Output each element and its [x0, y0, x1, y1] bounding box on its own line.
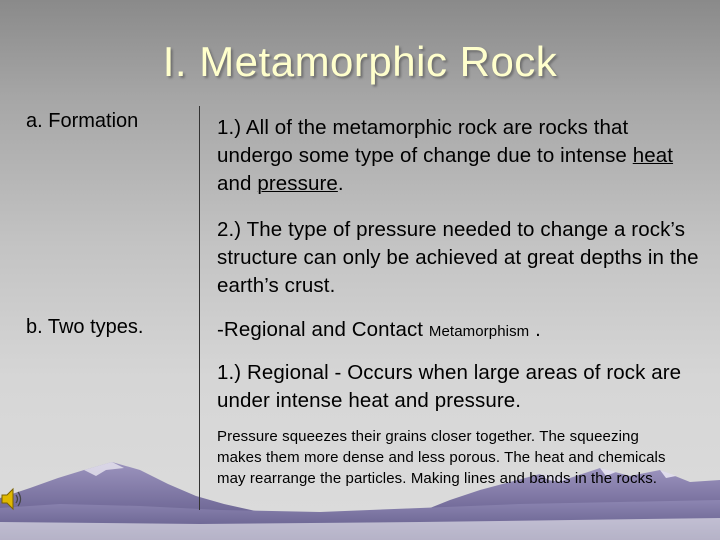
point-1-joiner: and: [217, 172, 258, 195]
speaker-icon[interactable]: [0, 486, 22, 512]
point-2: 2.) The type of pressure needed to change a rock’s structure can only be achieved at great depths in the earth’s crust.: [217, 218, 699, 297]
types-small: Metamorphism: [428, 323, 530, 340]
point-1-end: .: [337, 172, 344, 195]
formation-label: a. Formation: [26, 110, 139, 132]
two-types-label: b. Two types.: [26, 316, 144, 338]
point-1: [217, 114, 707, 198]
heat-term: heat: [632, 144, 674, 167]
types-main: -Regional and Contact: [217, 318, 429, 341]
regional-point: 1.) Regional - Occurs when large areas of rock are under intense heat and pressure.: [217, 361, 682, 412]
regional-detail: Pressure squeezes their grains closer together. The squeezing makes them more dense and less porous. The heat and chemicals may rearrange the particles. Making lines and bands in the rocks.: [217, 428, 666, 487]
pressure-term: pressure: [257, 172, 338, 195]
point-1-text: 1.) All of the metamorphic rock are rocks that undergo some type of change due to intense: [217, 116, 633, 167]
types-end: .: [529, 318, 541, 341]
slide-title: I. Metamorphic Rock: [162, 38, 558, 85]
types-line: [217, 316, 707, 346]
column-divider: [199, 106, 200, 510]
